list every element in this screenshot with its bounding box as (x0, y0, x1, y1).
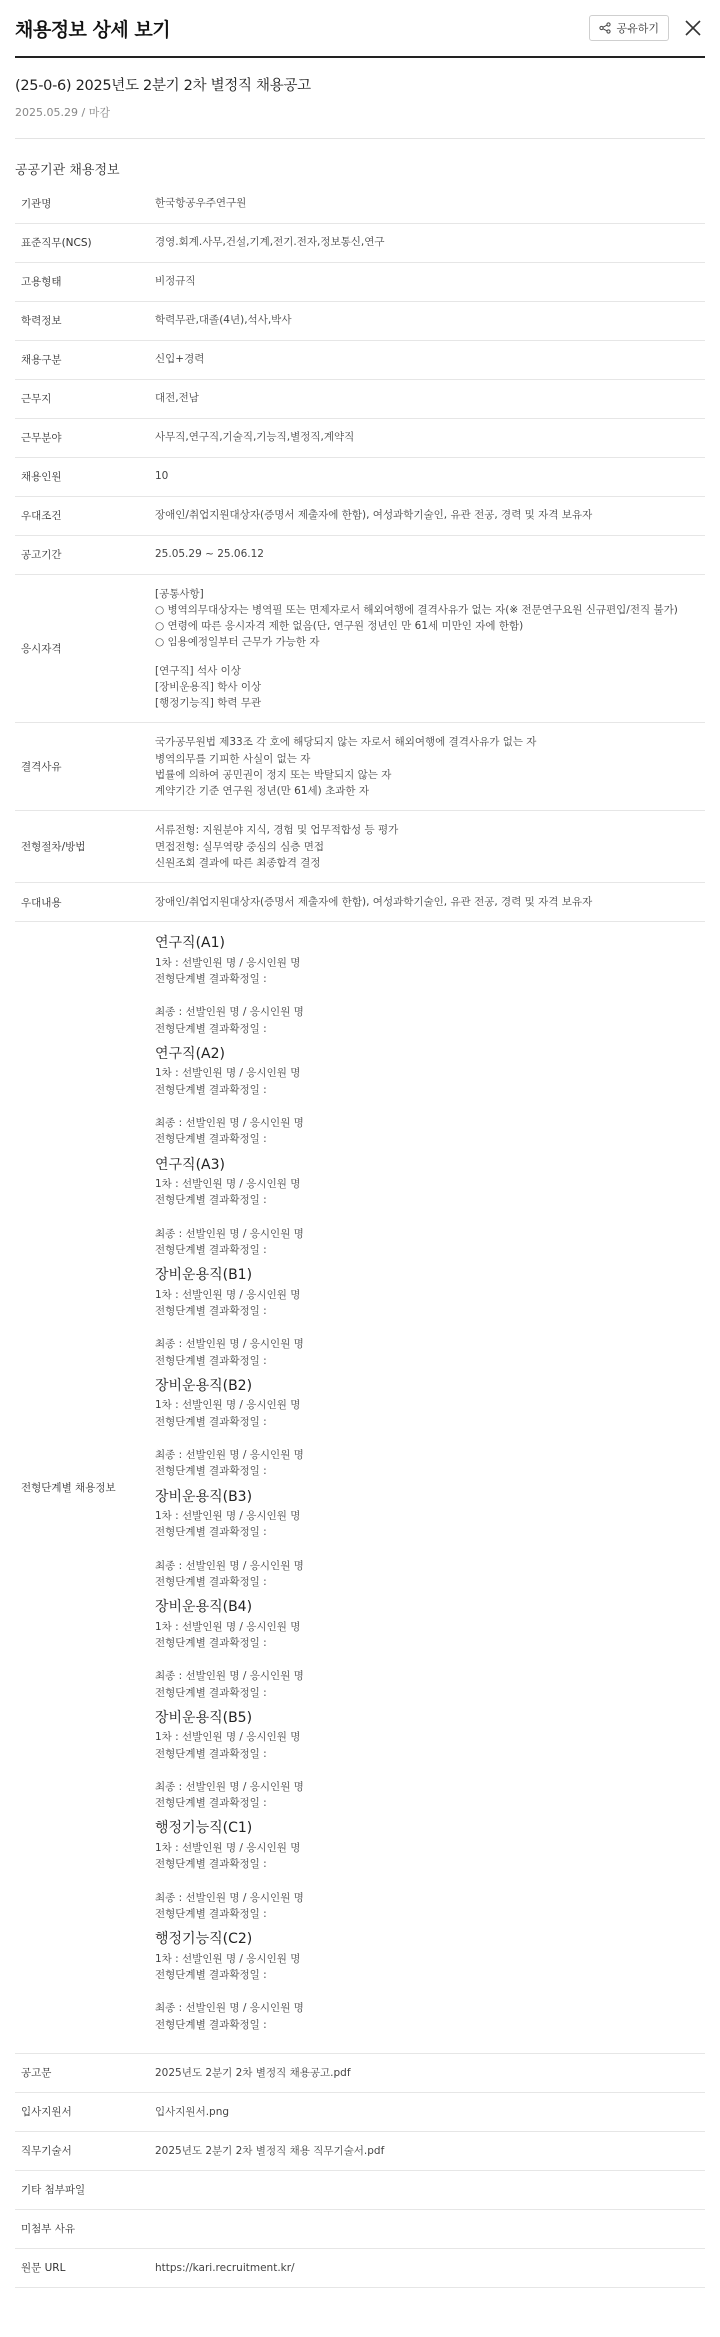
text-line: ○ 병역의무대상자는 병역필 또는 면제자로서 해외여행에 결격사유가 없는 자(※ 전문연구요원 신규편입/전직 불가) (155, 603, 678, 616)
row-label: 우대조건 (21, 510, 62, 522)
stage-block (155, 1598, 705, 1701)
disqualification-value (155, 723, 705, 811)
close-button[interactable] (681, 16, 705, 40)
text-line: 병역의무를 기피한 사실이 없는 자 (155, 752, 311, 765)
stage-final-round: 최종 : 선발인원 명 / 응시인원 명 (155, 1227, 304, 1240)
stage-final-round: 최종 : 선발인원 명 / 응시인원 명 (155, 1448, 304, 1461)
file-value (155, 2170, 705, 2209)
file-link[interactable]: https://kari.recruitment.kr/ (155, 2261, 295, 2274)
post-title: (25-0-6) 2025년도 2분기 2차 별정직 채용공고 (15, 78, 311, 94)
stage-block (155, 1819, 705, 1922)
stage-name: 장비운용직(B4) (155, 1599, 253, 1616)
file-value (155, 2092, 705, 2131)
spacer (155, 1430, 705, 1447)
row-label: 기타 첨부파일 (21, 2184, 86, 2197)
stage-block (155, 1156, 705, 1259)
stage-final-round: 최종 : 선발인원 명 / 응시인원 명 (155, 1338, 304, 1351)
close-icon (684, 19, 702, 37)
stage-final-date: 전형단계별 결과확정일 : (155, 1797, 267, 1810)
stage-first-date: 전형단계별 결과확정일 : (155, 1083, 267, 1096)
stage-first-round: 1차 : 선발인원 명 / 응시인원 명 (155, 1399, 301, 1412)
info-row (15, 184, 705, 223)
stage-first-round: 1차 : 선발인원 명 / 응시인원 명 (155, 1842, 301, 1855)
file-value (155, 2131, 705, 2170)
stage-first-date: 전형단계별 결과확정일 : (155, 1968, 267, 1981)
stage-name: 장비운용직(B3) (155, 1488, 253, 1505)
post-title-block (15, 58, 705, 139)
info-row (15, 883, 705, 922)
info-row (15, 301, 705, 340)
stage-first-round: 1차 : 선발인원 명 / 응시인원 명 (155, 1288, 301, 1301)
file-link[interactable]: 2025년도 2분기 2차 별정직 채용 직무기술서.pdf (155, 2144, 385, 2157)
row-label: 우대내용 (21, 896, 62, 909)
stage-final-date: 전형단계별 결과확정일 : (155, 1907, 267, 1920)
text-line: 서류전형: 지원분야 지식, 경험 및 업무적합성 등 평가 (155, 824, 399, 837)
stage-final-round: 최종 : 선발인원 명 / 응시인원 명 (155, 1780, 304, 1793)
stage-first-date: 전형단계별 결과확정일 : (155, 1526, 267, 1539)
stage-final-round: 최종 : 선발인원 명 / 응시인원 명 (155, 2002, 304, 2015)
stage-final-date: 전형단계별 결과확정일 : (155, 1575, 267, 1588)
stage-first-round: 1차 : 선발인원 명 / 응시인원 명 (155, 1731, 301, 1744)
info-row (15, 496, 705, 535)
text-line: [연구직] 석사 이상 (155, 664, 241, 677)
row-value: 경영.회계.사무,건설,기계,전기.전자,정보통신,연구 (155, 236, 385, 249)
row-label: 전형절차/방법 (21, 841, 86, 854)
stage-name: 연구직(A3) (155, 1156, 225, 1173)
row-label: 채용구분 (21, 354, 62, 366)
stage-final-date: 전형단계별 결과확정일 : (155, 1243, 267, 1256)
row-label: 원문 URL (21, 2262, 66, 2275)
file-row (15, 2170, 705, 2209)
row-value: 대전,전남 (155, 392, 199, 405)
row-label: 응시자격 (21, 642, 62, 655)
stage-first-date: 전형단계별 결과확정일 : (155, 1858, 267, 1871)
stage-final-date: 전형단계별 결과확정일 : (155, 1354, 267, 1367)
text-line: 계약기간 기준 연구원 정년(만 61세) 초과한 자 (155, 785, 370, 798)
stage-final-date: 전형단계별 결과확정일 : (155, 1022, 267, 1035)
stage-final-date: 전형단계별 결과확정일 : (155, 2018, 267, 2031)
row-value: 25.05.29 ~ 25.06.12 (155, 548, 264, 561)
stage-block (155, 1709, 705, 1812)
stage-first-date: 전형단계별 결과확정일 : (155, 1415, 267, 1428)
row-label: 입사지원서 (21, 2106, 72, 2119)
info-table (15, 184, 705, 2288)
stages-row (15, 922, 705, 2054)
stage-block (155, 1377, 705, 1480)
spacer (155, 1762, 705, 1779)
row-value: 신입+경력 (155, 353, 205, 366)
info-row (15, 223, 705, 262)
stage-block (155, 1930, 705, 2033)
row-value: 학력무관,대졸(4년),석사,박사 (155, 314, 292, 327)
row-label: 결격사유 (21, 761, 62, 774)
share-button-label: 공유하기 (616, 22, 659, 35)
spacer (155, 1541, 705, 1558)
info-row (15, 262, 705, 301)
row-label: 직무기술서 (21, 2145, 72, 2158)
row-label: 전형단계별 채용정보 (21, 1482, 116, 1494)
stage-name: 행정기능직(C1) (155, 1820, 253, 1837)
stage-final-round: 최종 : 선발인원 명 / 응시인원 명 (155, 1117, 304, 1129)
process-row (15, 811, 705, 883)
row-label: 공고문 (21, 2067, 52, 2080)
stage-first-date: 전형단계별 결과확정일 : (155, 1747, 267, 1760)
row-label: 표준직무(NCS) (21, 237, 92, 249)
stage-name: 장비운용직(B2) (155, 1377, 253, 1394)
text-line: 법률에 의하여 공민권이 정지 또는 박탈되지 않는 자 (155, 768, 392, 781)
text-line: 면접전형: 실무역량 중심의 심층 면접 (155, 840, 325, 853)
file-row (15, 2131, 705, 2170)
stage-first-date: 전형단계별 결과확정일 : (155, 973, 267, 986)
disqualification-row (15, 723, 705, 811)
stage-final-round: 최종 : 선발인원 명 / 응시인원 명 (155, 1559, 304, 1572)
row-value: 한국항공우주연구원 (155, 197, 247, 210)
page-title: 채용정보 상세 보기 (15, 18, 171, 41)
post-status: 마감 (88, 106, 110, 119)
stage-final-date: 전형단계별 결과확정일 : (155, 1686, 267, 1699)
share-button[interactable] (589, 15, 669, 41)
stage-final-round: 최종 : 선발인원 명 / 응시인원 명 (155, 1670, 304, 1683)
row-label: 근무지 (21, 393, 52, 405)
stage-block (155, 1266, 705, 1369)
spacer (155, 1098, 705, 1115)
row-label: 공고기간 (21, 549, 62, 561)
row-label: 미첨부 사유 (21, 2223, 76, 2236)
row-label: 기관명 (21, 197, 52, 210)
row-label: 근무분야 (21, 432, 62, 444)
page-header (15, 0, 705, 58)
text-line: 국가공무원법 제33조 각 호에 해당되지 않는 자로서 해외여행에 결격사유가 없는 자 (155, 736, 537, 749)
section-title: 공공기관 채용정보 (15, 163, 120, 178)
row-label: 고용형태 (21, 276, 62, 288)
row-value: 사무직,연구직,기술직,기능직,별정직,계약직 (155, 431, 355, 444)
stage-final-round: 최종 : 선발인원 명 / 응시인원 명 (155, 1006, 304, 1019)
stage-block (155, 934, 705, 1037)
stage-final-round: 최종 : 선발인원 명 / 응시인원 명 (155, 1891, 304, 1904)
stage-name: 연구직(A1) (155, 935, 225, 952)
file-value (155, 2053, 705, 2092)
row-label: 학력정보 (21, 315, 62, 327)
stage-first-round: 1차 : 선발인원 명 / 응시인원 명 (155, 1620, 301, 1633)
stage-name: 연구직(A2) (155, 1045, 225, 1062)
info-row (15, 457, 705, 496)
text-line: ○ 임용예정일부터 근무가 가능한 자 (155, 636, 320, 649)
text-line: [장비운용직] 학사 이상 (155, 680, 262, 693)
share-icon (599, 22, 611, 34)
file-row (15, 2248, 705, 2287)
text-line: [공통사항] (155, 587, 204, 600)
file-row (15, 2053, 705, 2092)
text-line: [행정기능직] 학력 무관 (155, 697, 262, 710)
stage-first-round: 1차 : 선발인원 명 / 응시인원 명 (155, 956, 301, 969)
info-row (15, 418, 705, 457)
stages-value (155, 922, 705, 2054)
stage-block (155, 1045, 705, 1148)
stage-final-date: 전형단계별 결과확정일 : (155, 1465, 267, 1478)
post-date: 2025.05.29 (15, 106, 78, 119)
text-line: ○ 연령에 따른 응시자격 제한 없음(단, 연구원 정년인 만 61세 미만인 자에 한함) (155, 620, 524, 633)
stage-block (155, 1488, 705, 1591)
row-label: 채용인원 (21, 471, 62, 483)
row-value: 비정규직 (155, 275, 196, 288)
row-value: 장애인/취업지원대상자(증명서 제출자에 한함), 여성과학기술인, 유관 전공, 경력 및 자격 보유자 (155, 509, 593, 522)
info-row (15, 379, 705, 418)
stage-first-round: 1차 : 선발인원 명 / 응시인원 명 (155, 1952, 301, 1965)
meta-separator: / (81, 106, 86, 119)
row-value: 장애인/취업지원대상자(증명서 제출자에 한함), 여성과학기술인, 유관 전공, 경력 및 자격 보유자 (155, 896, 593, 909)
row-value: 10 (155, 470, 169, 483)
stage-first-round: 1차 : 선발인원 명 / 응시인원 명 (155, 1510, 301, 1523)
qualification-value (155, 574, 705, 723)
file-link[interactable]: 2025년도 2분기 2차 별정직 채용공고.pdf (155, 2066, 351, 2079)
info-row (15, 535, 705, 574)
spacer (155, 1209, 705, 1226)
text-line: 신원조회 결과에 따른 최종합격 결정 (155, 856, 321, 869)
stage-final-date: 전형단계별 결과확정일 : (155, 1133, 267, 1146)
spacer (155, 1873, 705, 1890)
qualification-row (15, 574, 705, 723)
spacer (155, 1983, 705, 2000)
stage-first-date: 전형단계별 결과확정일 : (155, 1305, 267, 1318)
file-value (155, 2248, 705, 2287)
stage-first-round: 1차 : 선발인원 명 / 응시인원 명 (155, 1178, 301, 1191)
stage-name: 행정기능직(C2) (155, 1931, 253, 1948)
stage-name: 장비운용직(B1) (155, 1267, 253, 1284)
file-value (155, 2209, 705, 2248)
stage-name: 장비운용직(B5) (155, 1709, 253, 1726)
process-value (155, 811, 705, 883)
header-actions (589, 15, 705, 41)
spacer (155, 1651, 705, 1668)
spacer (155, 1319, 705, 1336)
info-row (15, 340, 705, 379)
spacer (155, 651, 705, 663)
file-link[interactable]: 입사지원서.png (155, 2105, 230, 2118)
file-row (15, 2092, 705, 2131)
post-meta (15, 104, 705, 120)
stage-first-date: 전형단계별 결과확정일 : (155, 1194, 267, 1207)
stage-first-round: 1차 : 선발인원 명 / 응시인원 명 (155, 1067, 301, 1080)
spacer (155, 987, 705, 1004)
file-row (15, 2209, 705, 2248)
stage-first-date: 전형단계별 결과확정일 : (155, 1637, 267, 1650)
